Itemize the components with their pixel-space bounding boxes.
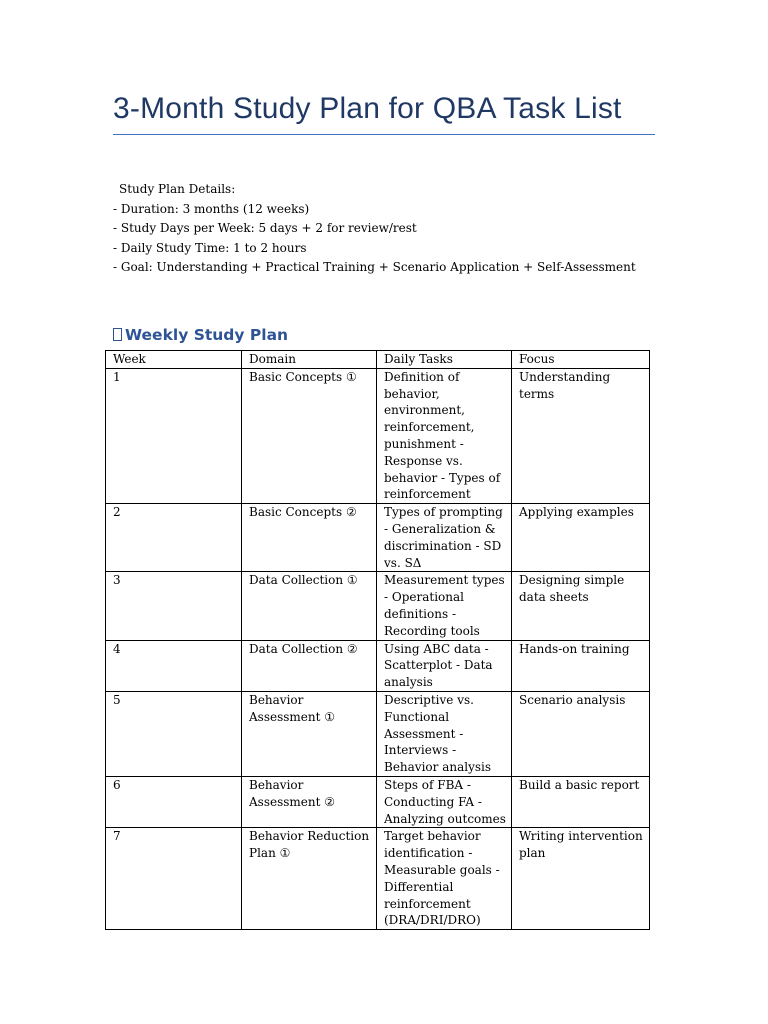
table-row xyxy=(106,368,650,503)
detail-goal: - Goal: Understanding + Practical Training + Scenario Application + Self-Assessment xyxy=(113,260,636,274)
cell-daily-tasks: Types of prompting - Generalization & discrimination - SD vs. SΔ xyxy=(377,504,512,572)
cell-week: 3 xyxy=(106,572,242,640)
table-row xyxy=(106,572,650,640)
header-focus: Focus xyxy=(512,351,650,369)
cell-focus: Writing intervention plan xyxy=(512,828,650,930)
table-row xyxy=(106,691,650,776)
table-row xyxy=(106,640,650,691)
page-title: 3-Month Study Plan for QBA Task List xyxy=(113,92,655,135)
weekly-plan-heading-text: Weekly Study Plan xyxy=(125,326,289,344)
cell-week: 6 xyxy=(106,776,242,827)
header-daily-tasks: Daily Tasks xyxy=(377,351,512,369)
cell-domain: Basic Concepts ② xyxy=(242,504,377,572)
cell-domain: Behavior Reduction Plan ① xyxy=(242,828,377,930)
cell-focus: Hands-on training xyxy=(512,640,650,691)
detail-daily-time: - Daily Study Time: 1 to 2 hours xyxy=(113,240,307,255)
detail-duration: - Duration: 3 months (12 weeks) xyxy=(113,201,310,216)
cell-week: 2 xyxy=(106,504,242,572)
cell-focus: Build a basic report xyxy=(512,776,650,827)
cell-daily-tasks: Measurement types - Operational definitions - Recording tools xyxy=(377,572,512,640)
cell-daily-tasks: Target behavior identification - Measurable goals - Differential reinforcement (DRA/DRI/DRO) xyxy=(377,828,512,930)
weekly-plan-heading xyxy=(113,326,288,344)
table-row xyxy=(106,504,650,572)
cell-domain: Behavior Assessment ① xyxy=(242,691,377,776)
cell-daily-tasks: Definition of behavior, environment, reinforcement, punishment - Response vs. behavior - Types of reinforcement xyxy=(377,368,512,503)
table-row xyxy=(106,776,650,827)
cell-daily-tasks: Using ABC data - Scatterplot - Data analysis xyxy=(377,640,512,691)
cell-week: 5 xyxy=(106,691,242,776)
cell-domain: Basic Concepts ① xyxy=(242,368,377,503)
study-plan-details xyxy=(113,180,636,278)
cell-focus: Designing simple data sheets xyxy=(512,572,650,640)
cell-week: 7 xyxy=(106,828,242,930)
header-domain: Domain xyxy=(242,351,377,369)
missing-glyph-icon xyxy=(113,328,122,341)
header-week: Week xyxy=(106,351,242,369)
cell-domain: Data Collection ② xyxy=(242,640,377,691)
cell-focus: Understanding terms xyxy=(512,368,650,503)
table-row xyxy=(106,828,650,930)
cell-domain: Behavior Assessment ② xyxy=(242,776,377,827)
cell-daily-tasks: Steps of FBA - Conducting FA - Analyzing outcomes xyxy=(377,776,512,827)
cell-daily-tasks: Descriptive vs. Functional Assessment - Interviews - Behavior analysis xyxy=(377,691,512,776)
cell-domain: Data Collection ① xyxy=(242,572,377,640)
table-header-row xyxy=(106,351,650,369)
cell-week: 1 xyxy=(106,368,242,503)
details-heading: Study Plan Details: xyxy=(119,182,236,196)
detail-study-days: - Study Days per Week: 5 days + 2 for review/rest xyxy=(113,221,417,235)
cell-focus: Applying examples xyxy=(512,504,650,572)
weekly-plan-table xyxy=(105,350,650,930)
cell-focus: Scenario analysis xyxy=(512,691,650,776)
cell-week: 4 xyxy=(106,640,242,691)
